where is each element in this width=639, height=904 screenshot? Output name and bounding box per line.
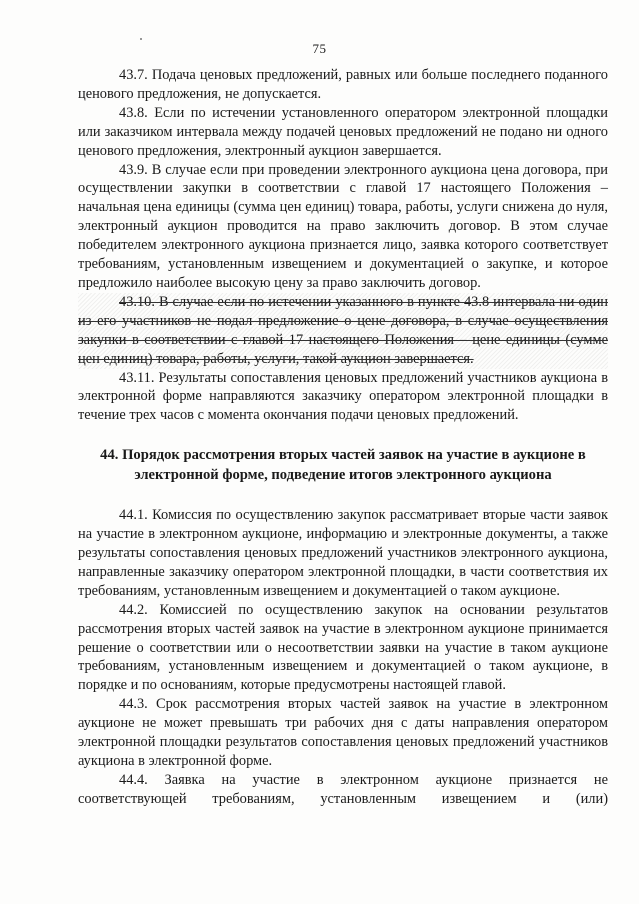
paragraph-43-10-struck: 43.10. В случае если по истечении указанного в пункте 43.8 интервала ни один из его участников не подал предложение о цене договора, в случае осуществления закупки в соответствии с главой 17 настоящего Положения – цене единицы (сумме цен единиц) товара, работы, услуги, такой аукцион завершается. <box>78 293 608 367</box>
paragraph-43-11: 43.11. Результаты сопоставления ценовых предложений участников аукциона в электронной форме направляются заказчику оператором электронной площадки в течение трех часов с момента окончания подачи ценовых предложений. <box>78 369 608 424</box>
paragraph-44-1: 44.1. Комиссия по осуществлению закупок рассматривает вторые части заявок на участие в электронном аукционе, информацию и электронные документы, а также результаты сопоставления ценовых предложений участников электронного аукциона, направленные заказчику оператором электронной площадки, в части соответствия их требованиям, установленным извещением и документацией о таком аукционе. <box>78 507 608 599</box>
page-number: 75 <box>312 41 327 56</box>
paragraph-43-8: 43.8. Если по истечении установленного оператором электронной площадки или заказчиком интервала между подачей ценовых предложений не подано ни одного ценового предложения, электронный аукцион завершается. <box>78 104 608 159</box>
section-heading-44: 44. Порядок рассмотрения вторых частей заявок на участие в аукционе в электронной форме, подведение итогов электронного аукциона <box>100 447 586 483</box>
paragraph-43-7: 43.7. Подача ценовых предложений, равных или больше последнего поданного ценового предложения, не допускается. <box>78 67 608 102</box>
scan-speck <box>140 38 142 40</box>
paragraph-44-4: 44.4. Заявка на участие в электронном аукционе признается не соответствующей требованиям, установленным извещением и (или) <box>78 771 608 807</box>
paragraph-43-9: 43.9. В случае если при проведении электронного аукциона цена договора, при осуществлении закупки в соответствии с главой 17 настоящего Положения – начальная цена единицы (сумма цен единиц) товара, работы, услуги снижена до нуля, электронный аукцион проводится на право заключить договор. В этом случае победителем электронного аукциона признается лицо, заявка которого соответствует требованиям, установленным извещением и документацией о закупке, и которое предложило наиболее высокую цену за право заключить договор. <box>78 161 608 291</box>
document-body <box>78 66 608 809</box>
paragraph-44-2: 44.2. Комиссией по осуществлению закупок на основании результатов рассмотрения вторых частей заявок на участие в электронном аукционе принимается решение о соответствии или о несоответствии заявки на участие в таком аукционе требованиям, установленным извещением и документацией о таком аукционе, в порядке и по основаниям, которые предусмотрены настоящей главой. <box>78 601 608 694</box>
paragraph-44-3: 44.3. Срок рассмотрения вторых частей заявок на участие в электронном аукционе не может превышать три рабочих дня с даты направления оператором электронной площадки результатов сопоставления ценовых предложений участников аукциона в электронной форме. <box>78 696 608 769</box>
